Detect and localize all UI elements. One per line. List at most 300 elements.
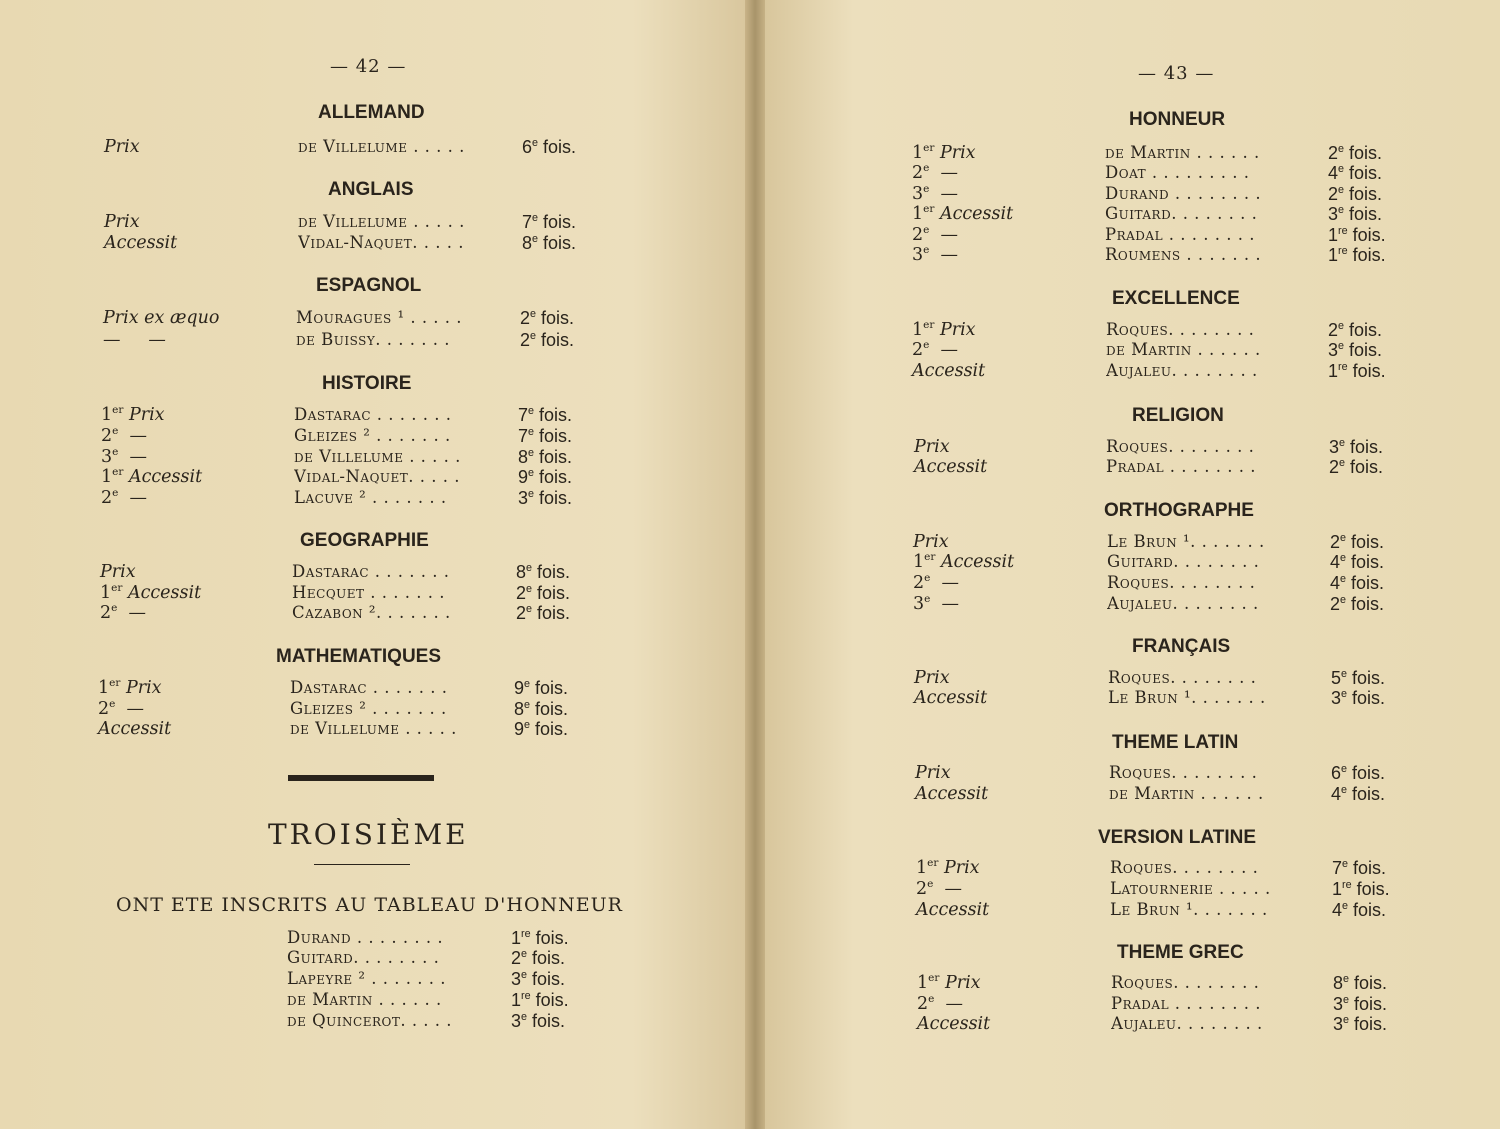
honor-name: Durand . . . . . . . .	[287, 928, 444, 947]
count-number: 2	[1328, 184, 1339, 204]
count-unit: fois.	[1348, 900, 1387, 920]
count-ordinal: e	[528, 405, 535, 417]
prize-label	[101, 488, 147, 508]
count-unit: fois.	[538, 233, 577, 253]
count-number: 2	[1328, 320, 1339, 340]
count-unit: fois.	[530, 699, 569, 719]
count-number: 8	[514, 699, 525, 719]
section-rule	[288, 775, 434, 781]
prize-rank: 1	[913, 552, 925, 572]
count-number: 2	[516, 603, 527, 623]
laureate-name: Pradal . . . . . . . .	[1105, 225, 1255, 244]
count-unit: fois.	[1348, 858, 1387, 878]
count-unit: fois.	[536, 308, 575, 328]
laureate-name: Aujaleu. . . . . . . .	[1111, 1014, 1263, 1033]
prize-label	[100, 562, 136, 582]
prize-rank-ordinal: er	[923, 203, 935, 216]
count-unit: fois.	[1347, 245, 1386, 265]
laureate-name: de Villelume . . . . .	[294, 447, 461, 466]
prize-label	[912, 320, 976, 340]
prize-rank-ordinal: e	[923, 162, 930, 175]
count-number: 1	[511, 928, 522, 948]
count-unit: fois.	[534, 447, 573, 467]
honor-name: Guitard. . . . . . . .	[287, 948, 440, 967]
prize-text: —	[117, 603, 146, 623]
prize-text: Prix	[123, 405, 165, 425]
laureate-name: Roques. . . . . . . .	[1106, 320, 1255, 339]
laureate-name: de Buissy. . . . . . .	[296, 330, 450, 349]
count-number: 9	[518, 467, 529, 487]
times-count	[520, 308, 574, 329]
times-count	[514, 719, 568, 740]
prize-label	[913, 594, 959, 614]
count-ordinal: re	[1338, 245, 1348, 257]
section-heading: ORTHOGRAPHE	[1104, 500, 1254, 521]
laureate-name: de Villelume . . . . .	[290, 719, 457, 738]
count-number: 2	[1330, 532, 1341, 552]
prize-rank: 2	[101, 488, 113, 508]
count-ordinal: e	[1338, 204, 1345, 216]
count-ordinal: e	[530, 330, 537, 342]
count-ordinal: e	[1341, 668, 1348, 680]
count-unit: fois.	[538, 137, 577, 157]
count-unit: fois.	[1344, 340, 1383, 360]
prize-rank-ordinal: e	[924, 572, 931, 585]
count-ordinal: e	[1343, 994, 1350, 1006]
count-unit: fois.	[1351, 879, 1390, 899]
laureate-name: de Martin . . . . . .	[1105, 143, 1260, 162]
laureate-name: Guitard. . . . . . . .	[1107, 552, 1260, 571]
count-unit: fois.	[1344, 320, 1383, 340]
prize-rank-ordinal: er	[109, 677, 121, 690]
count-number: 6	[1331, 763, 1342, 783]
prize-rank-ordinal: er	[112, 466, 124, 479]
honor-name: de Martin . . . . . .	[287, 990, 442, 1009]
prize-text: — —	[103, 330, 166, 350]
count-unit: fois.	[1346, 532, 1385, 552]
laureate-name: Guitard. . . . . . . .	[1105, 204, 1258, 223]
prize-rank: 2	[912, 340, 924, 360]
prize-text: Prix	[914, 437, 950, 457]
count-number: 2	[511, 948, 522, 968]
times-count	[516, 603, 570, 624]
count-ordinal: e	[1343, 973, 1350, 985]
prize-rank: 1	[912, 204, 924, 224]
count-unit: fois.	[1346, 594, 1385, 614]
count-ordinal: e	[1341, 763, 1348, 775]
prize-text: Prix	[120, 678, 162, 698]
count-number: 3	[518, 488, 529, 508]
laureate-name: Roumens . . . . . . .	[1105, 245, 1262, 264]
count-ordinal: re	[1338, 225, 1348, 237]
prize-text: —	[933, 879, 962, 899]
prize-label	[917, 994, 963, 1014]
laureate-name: Vidal-Naquet. . . . .	[298, 233, 465, 252]
times-count	[516, 562, 570, 583]
prize-text: Prix	[104, 137, 140, 157]
honor-roll-heading: ONT ETE INSCRITS AU TABLEAU D'HONNEUR	[116, 894, 623, 916]
count-unit: fois.	[1349, 1014, 1388, 1034]
count-ordinal: e	[1340, 532, 1347, 544]
prize-label	[101, 467, 202, 487]
laureate-name: Dastarac . . . . . . .	[294, 405, 452, 424]
count-ordinal: e	[524, 678, 531, 690]
prize-label	[917, 1014, 990, 1034]
count-unit: fois.	[1347, 784, 1386, 804]
count-ordinal: e	[521, 1011, 528, 1023]
prize-text: Prix	[913, 532, 949, 552]
times-count	[1332, 879, 1390, 900]
prize-rank-ordinal: e	[111, 602, 118, 615]
count-number: 4	[1331, 784, 1342, 804]
laureate-name: Dastarac . . . . . . .	[290, 678, 448, 697]
laureate-name: Aujaleu. . . . . . . .	[1106, 361, 1258, 380]
count-unit: fois.	[1344, 204, 1383, 224]
count-number: 5	[1331, 668, 1342, 688]
laureate-name: Le Brun ¹. . . . . . .	[1110, 900, 1268, 919]
times-count	[1331, 763, 1385, 784]
count-ordinal: e	[528, 426, 535, 438]
count-number: 8	[516, 562, 527, 582]
count-unit: fois.	[527, 948, 566, 968]
laureate-name: de Villelume . . . . .	[298, 212, 465, 231]
prize-rank-ordinal: e	[109, 698, 116, 711]
count-ordinal: e	[1340, 594, 1347, 606]
prize-label	[912, 184, 958, 204]
section-heading: RELIGION	[1132, 405, 1224, 426]
count-number: 1	[1328, 225, 1339, 245]
prize-text: Prix ex æquo	[103, 308, 220, 328]
prize-rank: 1	[101, 405, 113, 425]
times-count	[1330, 552, 1384, 573]
count-unit: fois.	[532, 583, 571, 603]
laureate-name: Lacuve ² . . . . . . .	[294, 488, 447, 507]
count-unit: fois.	[1347, 225, 1386, 245]
prize-text: Prix	[100, 562, 136, 582]
count-unit: fois.	[538, 212, 577, 232]
count-unit: fois.	[534, 488, 573, 508]
prize-text: Accessit	[912, 361, 986, 381]
prize-rank-ordinal: er	[928, 972, 940, 985]
laureate-name: Roques. . . . . . . .	[1107, 573, 1256, 592]
prize-text: Accessit	[104, 233, 178, 253]
laureate-name: Roques. . . . . . . .	[1111, 973, 1260, 992]
honor-name: de Quincerot. . . . .	[287, 1011, 453, 1030]
count-ordinal: re	[1342, 879, 1352, 891]
laureate-name: Dastarac . . . . . . .	[292, 562, 450, 581]
times-count	[1328, 184, 1382, 205]
prize-rank-ordinal: er	[924, 551, 936, 564]
times-count	[1333, 973, 1387, 994]
count-unit: fois.	[1345, 437, 1384, 457]
laureate-name: de Martin . . . . . .	[1106, 340, 1261, 359]
prize-label	[101, 426, 147, 446]
times-count	[1328, 245, 1386, 266]
count-unit: fois.	[1344, 184, 1383, 204]
prize-rank: 1	[917, 973, 929, 993]
laureate-name: Durand . . . . . . . .	[1105, 184, 1262, 203]
laureate-name: Vidal-Naquet. . . . .	[294, 467, 461, 486]
times-count	[1328, 143, 1382, 164]
count-ordinal: e	[1340, 552, 1347, 564]
count-number: 1	[1328, 361, 1339, 381]
times-count	[1330, 594, 1384, 615]
times-count	[514, 699, 568, 720]
prize-rank: 3	[913, 594, 925, 614]
section-heading: ESPAGNOL	[316, 275, 422, 296]
prize-label	[98, 719, 171, 739]
count-ordinal: e	[526, 603, 533, 615]
prize-label	[100, 603, 146, 623]
count-ordinal: e	[528, 488, 535, 500]
count-ordinal: e	[532, 212, 539, 224]
prize-label	[914, 437, 950, 457]
count-ordinal: e	[1338, 143, 1345, 155]
count-ordinal: re	[521, 990, 531, 1002]
prize-label	[100, 583, 201, 603]
count-number: 8	[522, 233, 533, 253]
prize-rank: 1	[98, 678, 110, 698]
count-unit: fois.	[1347, 361, 1386, 381]
count-number: 8	[1333, 973, 1344, 993]
prize-label	[912, 245, 958, 265]
count-ordinal: e	[528, 467, 535, 479]
count-ordinal: e	[1338, 184, 1345, 196]
count-unit: fois.	[1345, 457, 1384, 477]
count-unit: fois.	[534, 426, 573, 446]
prize-label	[913, 532, 949, 552]
prize-text: —	[929, 163, 958, 183]
prize-text: Prix	[104, 212, 140, 232]
count-number: 9	[514, 719, 525, 739]
section-heading: HISTOIRE	[322, 373, 412, 394]
prize-text: Accessit	[122, 583, 202, 603]
laureate-name: Gleizes ² . . . . . . .	[294, 426, 451, 445]
count-ordinal: e	[526, 562, 533, 574]
prize-text: —	[934, 994, 963, 1014]
prize-label	[912, 163, 958, 183]
prize-text: —	[115, 699, 144, 719]
prize-text: Prix	[938, 858, 980, 878]
count-ordinal: e	[1342, 900, 1349, 912]
laureate-name: Roques. . . . . . . .	[1108, 668, 1257, 687]
count-number: 4	[1332, 900, 1343, 920]
prize-rank-ordinal: e	[924, 593, 931, 606]
times-count	[1332, 858, 1386, 879]
laureate-name: de Villelume . . . . .	[298, 137, 465, 156]
count-number: 3	[1333, 1014, 1344, 1034]
count-unit: fois.	[1349, 994, 1388, 1014]
prize-label	[912, 204, 1013, 224]
times-count	[1328, 204, 1382, 225]
count-unit: fois.	[530, 990, 569, 1010]
prize-label	[104, 137, 140, 157]
count-ordinal: e	[1339, 457, 1346, 469]
prize-text: —	[118, 426, 147, 446]
prize-rank-ordinal: er	[111, 582, 123, 595]
prize-text: Accessit	[934, 204, 1014, 224]
prize-text: Accessit	[914, 688, 988, 708]
prize-rank: 2	[916, 879, 928, 899]
prize-label	[913, 552, 1014, 572]
times-count	[514, 678, 568, 699]
prize-text: Prix	[915, 763, 951, 783]
times-count	[1329, 457, 1383, 478]
times-count	[511, 969, 565, 990]
prize-rank: 1	[101, 467, 113, 487]
prize-text: —	[929, 225, 958, 245]
count-unit: fois.	[530, 928, 569, 948]
times-count	[511, 1011, 565, 1032]
honor-name: Lapeyre ² . . . . . . .	[287, 969, 446, 988]
prize-rank: 2	[100, 603, 112, 623]
count-number: 3	[1329, 437, 1340, 457]
count-ordinal: e	[532, 137, 539, 149]
times-count	[511, 948, 565, 969]
times-count	[1328, 163, 1382, 184]
times-count	[1328, 340, 1382, 361]
count-ordinal: e	[1338, 320, 1345, 332]
prize-label	[98, 699, 144, 719]
prize-rank: 2	[912, 225, 924, 245]
count-ordinal: e	[524, 719, 531, 731]
count-number: 3	[1328, 340, 1339, 360]
laureate-name: Hecquet . . . . . . .	[292, 583, 445, 602]
section-heading: THEME LATIN	[1112, 732, 1239, 753]
prize-label	[912, 225, 958, 245]
prize-text: Accessit	[935, 552, 1015, 572]
prize-rank: 3	[912, 245, 924, 265]
times-count	[1332, 900, 1386, 921]
times-count	[518, 405, 572, 426]
count-unit: fois.	[534, 405, 573, 425]
times-count	[1328, 361, 1386, 382]
section-heading: EXCELLENCE	[1112, 288, 1240, 309]
laureate-name: Pradal . . . . . . . .	[1106, 457, 1256, 476]
times-count	[1331, 688, 1385, 709]
count-ordinal: e	[526, 583, 533, 595]
times-count	[1333, 1014, 1387, 1035]
prize-rank: 2	[912, 163, 924, 183]
prize-label	[104, 212, 140, 232]
count-unit: fois.	[1344, 143, 1383, 163]
count-ordinal: e	[528, 447, 535, 459]
count-number: 8	[518, 447, 529, 467]
count-unit: fois.	[534, 467, 573, 487]
laureate-name: Le Brun ¹. . . . . . .	[1108, 688, 1266, 707]
prize-label	[912, 143, 976, 163]
count-number: 4	[1328, 163, 1339, 183]
count-unit: fois.	[1347, 668, 1386, 688]
times-count	[522, 137, 576, 158]
count-number: 3	[511, 1011, 522, 1031]
prize-rank: 1	[912, 320, 924, 340]
prize-rank-ordinal: e	[923, 339, 930, 352]
prize-rank: 2	[101, 426, 113, 446]
times-count	[522, 212, 576, 233]
section-heading: VERSION LATINE	[1098, 827, 1256, 848]
prize-label	[912, 340, 958, 360]
count-number: 3	[511, 969, 522, 989]
prize-text: Prix	[934, 143, 976, 163]
prize-text: —	[118, 447, 147, 467]
laureate-name: Latournerie . . . . .	[1110, 879, 1271, 898]
count-ordinal: re	[521, 928, 531, 940]
laureate-name: Doat . . . . . . . . .	[1105, 163, 1250, 182]
prize-text: —	[929, 245, 958, 265]
page-number-right: — 43 —	[1138, 63, 1215, 84]
prize-label	[916, 858, 980, 878]
times-count	[1331, 784, 1385, 805]
laureate-name: Le Brun ¹. . . . . . .	[1107, 532, 1265, 551]
times-count	[522, 233, 576, 254]
prize-text: —	[118, 488, 147, 508]
prize-rank-ordinal: e	[927, 878, 934, 891]
prize-rank-ordinal: e	[928, 993, 935, 1006]
prize-label	[104, 233, 177, 253]
count-unit: fois.	[530, 678, 569, 698]
count-unit: fois.	[1346, 552, 1385, 572]
prize-label	[915, 784, 988, 804]
prize-rank-ordinal: e	[112, 425, 119, 438]
times-count	[1330, 573, 1384, 594]
prize-text: Prix	[939, 973, 981, 993]
count-number: 1	[511, 990, 522, 1010]
prize-text: —	[929, 340, 958, 360]
count-unit: fois.	[532, 562, 571, 582]
laureate-name: Cazabon ². . . . . . .	[292, 603, 451, 622]
section-heading: THEME GREC	[1117, 942, 1244, 963]
count-ordinal: e	[1338, 163, 1345, 175]
prize-label	[915, 763, 951, 783]
count-number: 2	[1329, 457, 1340, 477]
prize-label	[101, 447, 147, 467]
prize-text: Accessit	[917, 1014, 991, 1034]
times-count	[1329, 437, 1383, 458]
count-ordinal: e	[521, 969, 528, 981]
laureate-name: Mouragues ¹ . . . . .	[296, 308, 463, 327]
prize-rank-ordinal: er	[112, 404, 124, 417]
count-unit: fois.	[536, 330, 575, 350]
prize-text: —	[930, 594, 959, 614]
section-heading: FRANÇAIS	[1132, 636, 1231, 657]
prize-label	[914, 668, 950, 688]
prize-text: Prix	[914, 668, 950, 688]
prize-rank-ordinal: e	[923, 244, 930, 257]
prize-rank: 2	[913, 573, 925, 593]
count-unit: fois.	[1346, 573, 1385, 593]
section-heading: HONNEUR	[1129, 109, 1226, 130]
prize-label	[913, 573, 959, 593]
count-ordinal: e	[524, 699, 531, 711]
prize-rank-ordinal: e	[923, 183, 930, 196]
times-count	[516, 583, 570, 604]
laureate-name: Gleizes ² . . . . . . .	[290, 699, 447, 718]
count-unit: fois.	[1347, 763, 1386, 783]
count-number: 7	[1332, 858, 1343, 878]
count-number: 1	[1328, 245, 1339, 265]
count-ordinal: e	[530, 308, 537, 320]
prize-text: Accessit	[915, 784, 989, 804]
count-ordinal: e	[1341, 784, 1348, 796]
count-ordinal: e	[532, 233, 539, 245]
section-heading: ALLEMAND	[318, 102, 425, 123]
times-count	[1328, 320, 1382, 341]
prize-label	[914, 457, 987, 477]
page-number-left: — 42 —	[330, 56, 407, 77]
count-number: 1	[1332, 879, 1343, 899]
times-count	[1333, 994, 1387, 1015]
